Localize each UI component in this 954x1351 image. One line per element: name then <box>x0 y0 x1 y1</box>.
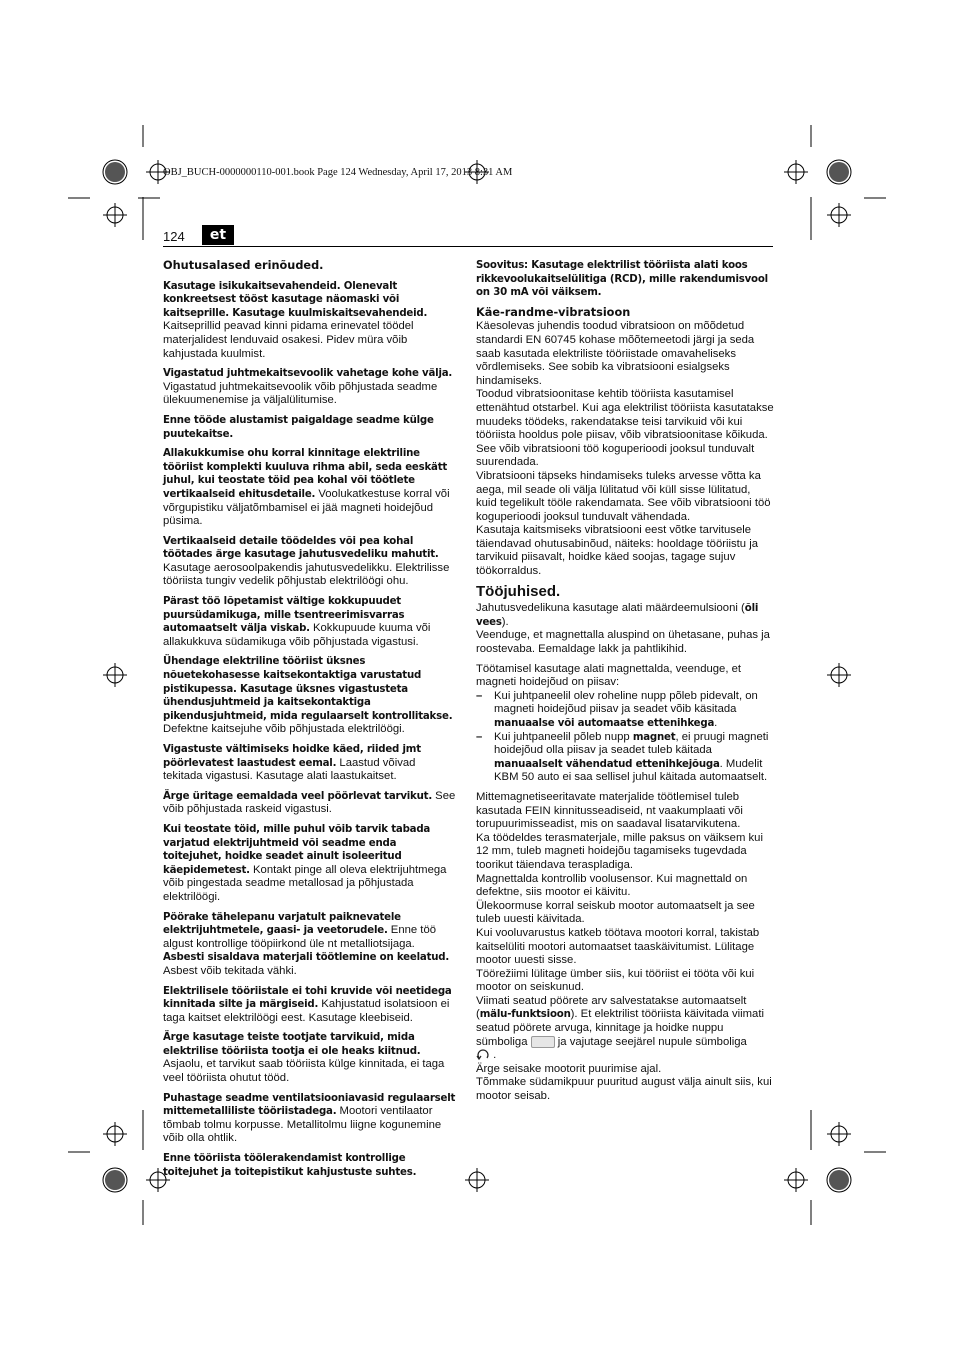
language-tab: et <box>202 225 234 245</box>
paragraph: Töörežiimi lülitage ümber siis, kui tööriist ei tööta või kui mootor on seiskunud. <box>476 967 755 994</box>
paragraph: Pärast töö lõpetamist vältige kokkupuudet puursüdamikuga, mille tsentreerimisvarras automaatselt välja viskab. Kokkupuude kuuma või allakukkuva südamikuga võib põhjustada vigastusi. <box>163 596 431 648</box>
list-dash: – <box>476 689 483 702</box>
button-symbol-icon <box>531 1036 555 1048</box>
safety-heading: Ohutusalased erinõuded. <box>163 259 324 272</box>
list-dash: – <box>476 730 483 743</box>
paragraph: Asbesti sisaldava materjali töötlemine on keelatud. Asbest võib tekitada vähki. <box>163 952 450 977</box>
paragraph: Elektrilisele tööriistale ei tohi kruvide või neetidega kinnitada silte ja märgiseid. Kahjustatud isolatsioon ei taga kaitset elektrilöögi eest. Kasutage kleebiseid. <box>163 985 452 1024</box>
paragraph: Kasutage isikukaitsevahendeid. Olenevalt konkreetsest tööst kasutage näomaski või kaitseprille. Kasutage kuulmiskaitsevahendeid. Kaitseprillid peavad kinni pidama erinevatel töödel materjalidest lenduvaid osakesi. Pidev müra võib kahjustada kuulmist. <box>163 280 428 360</box>
paragraph: Jahutusvedelikuna kasutage alati määrdeemulsiooni (õli vees). <box>476 602 759 628</box>
rotation-symbol-icon <box>476 1049 490 1061</box>
paragraph: Ülekoormuse korral seiskub mootor automaatselt ja see tuleb uuesti käivitada. <box>476 899 755 926</box>
paragraph: Kui teostate töid, mille puhul võib tarvik tabada varjatud elektrijuhtmeid või seadme enda toitejuhet, hoidke seadet ainult isoleeritud käepidemetest. Kontakt pinge all oleva elektrijuhtmega võib pingestada seadme metallosad ja põhjustada elektrilöögi. <box>163 823 447 903</box>
left-column <box>163 259 458 1185</box>
paragraph: Kui vooluvarustus katkeb töötava mootori korral, takistab kaitselüliti mootori automaatset taaskäivitumist. Lülitage mootor uuesti sisse. <box>476 926 760 967</box>
paragraph: Ka töödeldes terasmaterjale, mille paksus on väiksem kui 12 mm, tuleb magneti hoidejõu tagamiseks tugevdada toorikut täiendava teraspladiga. <box>476 831 763 871</box>
paragraph: Viimati seatud pöörete arv salvestatakse automaatselt (mälu-funktsioon). Et elektrilist tööriista käivitada viimati seatud pöörete arvuga, kinnitage ja hoidke nuppu sümboliga ja vajutage seejärel nupule sümboliga . <box>476 994 764 1062</box>
paragraph: Vertikaalseid detaile töödeldes või pea kohal töötades ärge kasutage jahutusvedeliku mahutit. Kasutage aerosoolpakendis jahutusvedelikku. Elektrilisse tööriista tungiv vedelik põhjustab elektrilöögi ohu. <box>163 535 450 588</box>
paragraph: Ühendage elektriline tööriist üksnes nõuetekohasesse kaitsekontaktiga varustatud pistikupessa. Kasutage üksnes vigastusteta ühendusjuhtmeid ja kaitsekontaktiga pikendusjuhtmeid, mida regulaarselt kontrollitakse. Defektne kaitsejuhe võib põhjustada elektrilöögi. <box>163 656 453 736</box>
paragraph: Veenduge, et magnettalla aluspind on ühetasane, puhas ja roostevaba. Eemaldage lakk ja pahtlikihid. <box>476 629 770 656</box>
list-item: – Kui juhtpaneelil põleb nupp magnet, ei pruugi magneti hoidejõud olla piisav ja seadet tuleb käitada manuaalselt vähendatud ettenihkejõuga. Mudelit KBM 50 auto ei saa sellisel juhul käitada automaatselt. <box>476 730 769 784</box>
paragraph: Enne tööde alustamist paigaldage seadme külge puutekaitse. <box>163 414 434 440</box>
book-file-header: OBJ_BUCH-0000000110-001.book Page 124 Wednesday, April 17, 2013 8:31 AM <box>163 167 513 178</box>
paragraph: Toodud vibratsioonitase kehtib tööriista kasutamisel ettenähtud otstarbel. Kui aga elektrilist tööriista kasutatakse muudeks töödeks, rakendatakse teisi tarvikuid või kui tööriista hooldus pole piisav, võib vibratsioonitase kõikuda. See võib vibratsiooni töö koguperioodi jooksul tunduvalt suurendada. <box>476 388 774 469</box>
paragraph: Vibratsiooni täpseks hindamiseks tuleks arvesse võtta ka aega, mil seade oli välja lülitatud või küll sisse lülitatud, kuid tegelikult tööle rakendamata. See võib vibratsiooni töö koguperioodi jooksul tunduvalt vähendada. <box>476 469 771 523</box>
paragraph: Puhastage seadme ventilatsiooniavasid regulaarselt mittemetalliliste tööriistadega. Mootori ventilaator tõmbab tolmu korpusse. Metallitolmu liigne kogunemine võib olla ohtlik. <box>163 1092 456 1145</box>
header-rule <box>163 246 773 247</box>
paragraph: Vigastuste vältimiseks hoidke käed, riided jmt pöörlevatest laastudest eemal. Laastud võivad tekitada vigastusi. Kasutage alati laastukaitset. <box>163 744 421 783</box>
paragraph: Ärge seisake mootorit puurimise ajal. <box>476 1062 662 1075</box>
paragraph: Töötamisel kasutage alati magnettalda, veenduge, et magneti hoidejõud on piisav: <box>476 662 742 689</box>
paragraph: Käesolevas juhendis toodud vibratsioon on mõõdetud standardi EN 60745 kohase mõõtemeetodi järgi ja seda saab kasutada elektriliste tööriistade omavaheliseks võrdlemiseks. See sobib ka vibratsiooni esialgseks hindamiseks. <box>476 320 755 387</box>
work-instructions-heading: Tööjuhised. <box>476 582 561 600</box>
paragraph: Vigastatud juhtmekaitsevoolik vahetage kohe välja. Vigastatud juhtmekaitsevoolik võib põhjustada seadme ülekuumenemise ja väljalülitumise. <box>163 368 453 407</box>
paragraph: Magnettalda kontrollib voolusensor. Kui magnettald on defektne, siis mootor ei käivitu. <box>476 872 748 899</box>
list-item: – Kui juhtpaneelil olev roheline nupp põleb pidevalt, on magneti hoidejõud piisav ja seadet võib käsitada manuaalse või automaatse ettenihkega. <box>476 689 758 729</box>
paragraph: Tõmmake südamikpuur puuritud august välja ainult siis, kui mootor seisab. <box>476 1076 772 1103</box>
paragraph: Mittemagnetiseeritavate materjalide töötlemisel tuleb kasutada FEIN kinnitusseadiseid, nt vaakumplaati või torupuurimisseadist, mis on saadaval lisatarvikutena. <box>476 790 743 831</box>
page-number: 124 <box>163 229 185 244</box>
paragraph: Ärge üritage eemaldada veel pöörlevat tarvikut. See võib põhjustada raskeid vigastusi. <box>163 789 456 816</box>
paragraph: Pöörake tähelepanu varjatult paiknevatele elektrijuhtmetele, gaasi- ja veetorudele. Enne töö algust kontrollige tööpiirkond üle nt metalliotsijaga. <box>163 911 437 950</box>
paragraph: Enne tööriista töölerakendamist kontrollige toitejuhet ja toitepistikut kahjustuste suhtes. <box>163 1153 417 1178</box>
paragraph: Allakukkumise ohu korral kinnitage elektriline tööriist komplekti kuuluva rihma abil, seda eeskätt juhul, kui teostate töid pea kohal või töötlete vertikaalseid ehitusdetaile. Voolukatkestuse korral või võrgupistiku väljatõmbamisel ei jää magneti hoidejõud püsima. <box>163 448 450 528</box>
right-column <box>476 259 774 1104</box>
vibration-heading: Käe-randme-vibratsioon <box>476 305 631 319</box>
paragraph: Kasutaja kaitsmiseks vibratsiooni eest võtke tarvitusele täiendavad ohutusabinõud, näiteks: hooldage tööriistu ja tarvikuid piisavalt, hoidke käed soojas, tagage sujuv töökorraldus. <box>476 524 759 578</box>
paragraph: Ärge kasutage teiste tootjate tarvikuid, mida elektrilise tööriista tootja ei ole heaks kiitnud. Asjaolu, et tarvikut saab tööriista külge kinnitada, ei taga veel tööriista ohutut tööd. <box>163 1032 445 1085</box>
rcd-recommendation: Soovitus: Kasutage elektrilist tööriista alati koos rikkevoolukaitselülitiga (RCD), mille rakendumisvool on 30 mA või väiksem. <box>476 260 768 299</box>
